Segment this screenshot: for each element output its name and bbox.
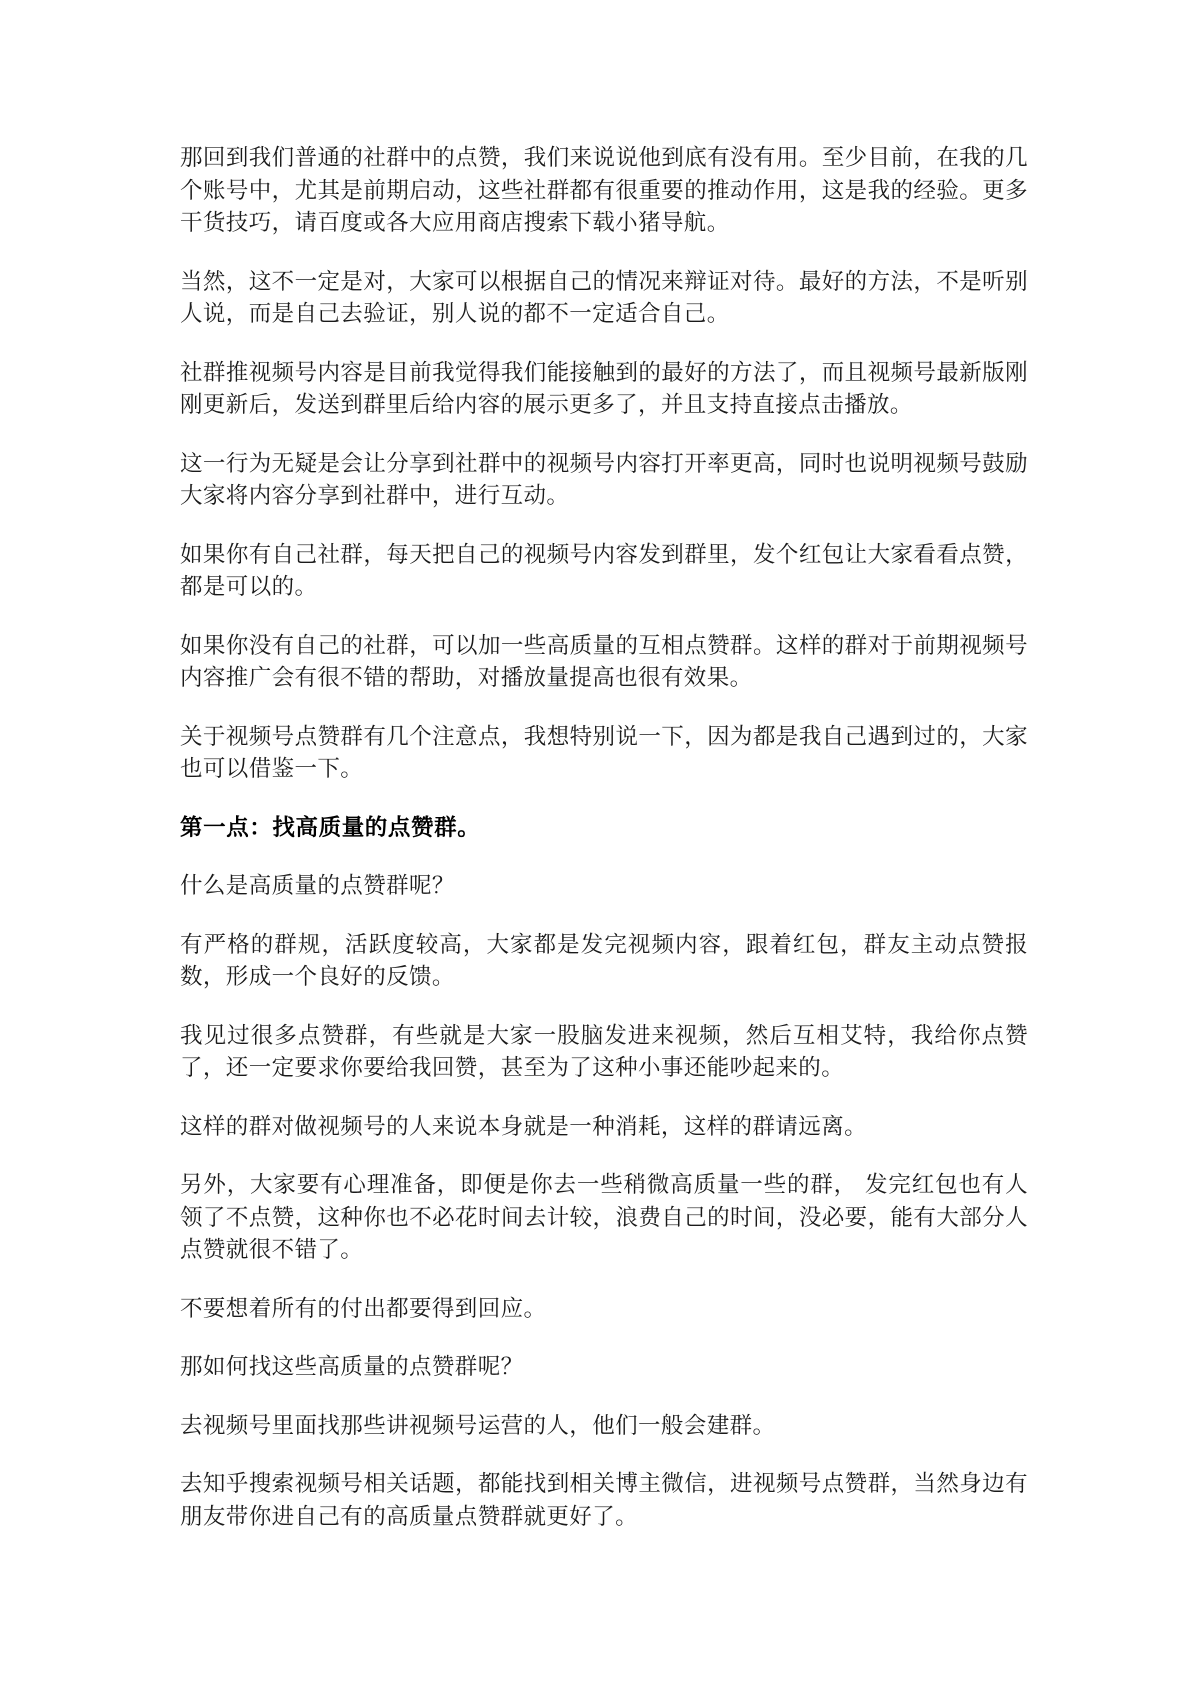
paragraph-5: 如果你有自己社群，每天把自己的视频号内容发到群里，发个红包让大家看看点赞，都是可以的。	[180, 541, 1028, 600]
paragraph-3: 社群推视频号内容是目前我觉得我们能接触到的最好的方法了，而且视频号最新版刚刚更新后，发送到群里后给内容的展示更多了，并且支持直接点击播放。	[180, 359, 1028, 418]
paragraph-4: 这一行为无疑是会让分享到社群中的视频号内容打开率更高，同时也说明视频号鼓励大家将内容分享到社群中，进行互动。	[180, 450, 1028, 509]
paragraph-7: 关于视频号点赞群有几个注意点，我想特别说一下，因为都是我自己遇到过的，大家也可以借鉴一下。	[180, 723, 1028, 782]
section-heading: 第一点：找高质量的点赞群。	[180, 814, 481, 841]
paragraph-10: 有严格的群规，活跃度较高，大家都是发完视频内容，跟着红包，群友主动点赞报数，形成一个良好的反馈。	[180, 931, 1028, 990]
paragraph-14: 不要想着所有的付出都要得到回应。	[180, 1295, 547, 1322]
paragraph-2: 当然，这不一定是对，大家可以根据自己的情况来辩证对待。最好的方法，不是听别人说，而是自己去验证，别人说的都不一定适合自己。	[180, 268, 1028, 327]
paragraph-11: 我见过很多点赞群，有些就是大家一股脑发进来视频，然后互相艾特，我给你点赞了，还一定要求你要给我回赞，甚至为了这种小事还能吵起来的。	[180, 1022, 1028, 1081]
paragraph-16: 去视频号里面找那些讲视频号运营的人，他们一般会建群。	[180, 1412, 776, 1439]
paragraph-6: 如果你没有自己的社群，可以加一些高质量的互相点赞群。这样的群对于前期视频号内容推广会有很不错的帮助，对播放量提高也很有效果。	[180, 632, 1028, 691]
paragraph-13: 另外，大家要有心理准备，即便是你去一些稍微高质量一些的群， 发完红包也有人领了不点赞，这种你也不必花时间去计较，浪费自己的时间，没必要，能有大部分人点赞就很不错了。	[180, 1172, 1028, 1263]
document-body	[180, 142, 1028, 1559]
paragraph-9: 什么是高质量的点赞群呢？	[180, 873, 455, 899]
paragraph-15: 那如何找这些高质量的点赞群呢？	[180, 1354, 524, 1380]
paragraph-12: 这样的群对做视频号的人来说本身就是一种消耗，这样的群请远离。	[180, 1113, 868, 1140]
paragraph-17: 去知乎搜索视频号相关话题，都能找到相关博主微信，进视频号点赞群，当然身边有朋友带你进自己有的高质量点赞群就更好了。	[180, 1471, 1028, 1530]
paragraph-1: 那回到我们普通的社群中的点赞，我们来说说他到底有没有用。至少目前，在我的几个账号中，尤其是前期启动，这些社群都有很重要的推动作用，这是我的经验。更多干货技巧，请百度或各大应用商店搜索下载小猪导航。	[180, 145, 1028, 236]
